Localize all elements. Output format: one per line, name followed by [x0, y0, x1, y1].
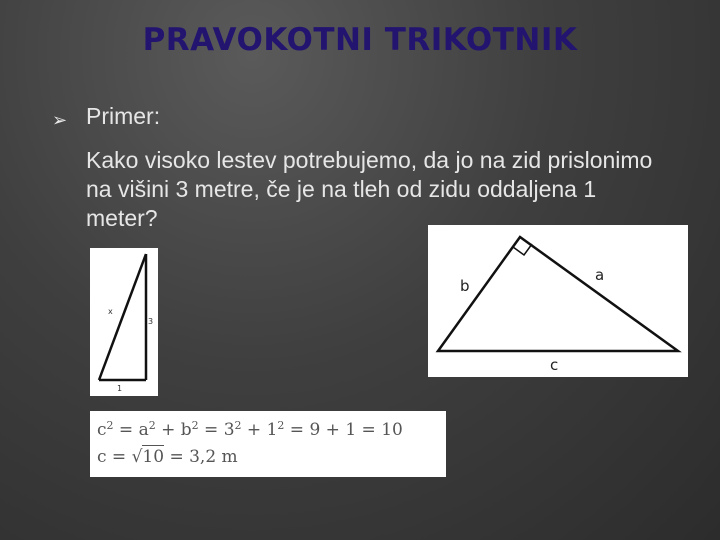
label-base: 1 — [117, 384, 123, 393]
formula-line-1: $c^2 = a^2 + b^2 = 3^2 + 1^2 = 9 + 1 = 10$ — [97, 419, 403, 440]
ladder-line — [99, 254, 146, 380]
label-c: c — [550, 356, 559, 374]
slide-title: PRAVOKOTNI TRIKOTNIK — [142, 22, 578, 58]
right-triangle-diagram — [428, 225, 688, 377]
right-angle-marker — [513, 244, 532, 255]
triangle-outline — [438, 237, 678, 351]
right-triangle-figure — [428, 225, 688, 377]
label-height: 3 — [148, 317, 154, 326]
formula-line-2: c = √10 = 3,2 m — [97, 447, 238, 467]
arrow-bullet-icon: ➢ — [52, 110, 68, 131]
label-a: a — [595, 266, 605, 284]
bullet-heading: Primer: — [86, 103, 161, 129]
problem-text: Kako visoko lestev potrebujemo, da jo na zid prislonimo na višini 3 metre, če je na tleh od zidu oddaljena 1 meter? — [86, 147, 653, 231]
ladder-figure — [90, 248, 158, 396]
ladder-triangle-diagram — [90, 248, 158, 396]
label-x: x — [108, 307, 113, 316]
pythagoras-formula — [90, 411, 446, 477]
label-b: b — [460, 277, 470, 295]
